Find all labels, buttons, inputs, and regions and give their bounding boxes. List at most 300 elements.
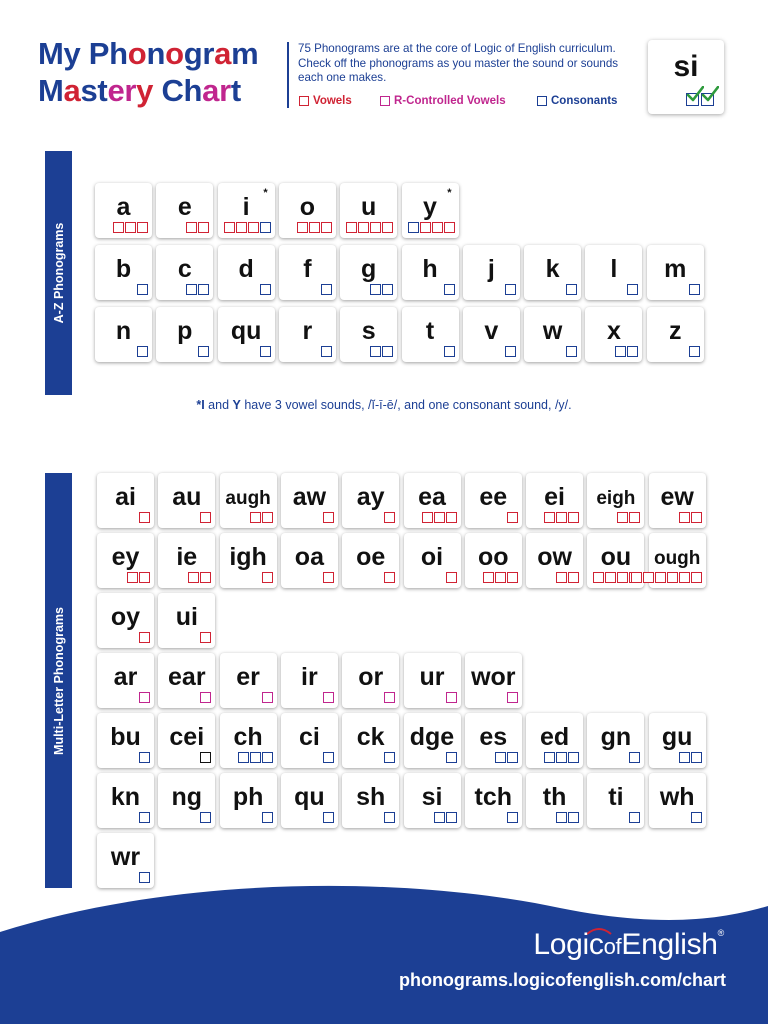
sound-checkbox[interactable] xyxy=(446,752,457,763)
phonogram-letters: s xyxy=(361,317,376,345)
legend-vowels xyxy=(299,95,352,107)
phonogram-letters: h xyxy=(422,255,438,283)
sound-checkbox[interactable] xyxy=(605,572,616,583)
sound-checkboxes xyxy=(323,812,334,823)
sound-checkbox[interactable] xyxy=(188,572,199,583)
phonogram-card xyxy=(156,245,213,300)
sound-checkbox[interactable] xyxy=(655,572,666,583)
title-segment: t xyxy=(230,73,241,108)
phonogram-card xyxy=(342,653,399,708)
sound-checkbox[interactable] xyxy=(615,346,626,357)
example-checked-box[interactable] xyxy=(686,93,699,106)
phonogram-card xyxy=(465,773,522,828)
sound-checkbox[interactable] xyxy=(679,512,690,523)
sound-checkbox[interactable] xyxy=(250,752,261,763)
legend-consonants-label: Consonants xyxy=(551,95,618,107)
phonogram-card xyxy=(465,713,522,768)
sound-checkboxes xyxy=(321,284,332,295)
phonogram-card xyxy=(649,473,706,528)
phonogram-card xyxy=(404,473,461,528)
sound-checkbox[interactable] xyxy=(139,752,150,763)
sound-checkbox[interactable] xyxy=(139,692,150,703)
logo-of: of xyxy=(603,934,622,959)
phonogram-card xyxy=(97,773,154,828)
phonogram-card xyxy=(156,183,213,238)
phonogram-card xyxy=(97,593,154,648)
phonogram-letters: oa xyxy=(294,543,324,571)
sound-checkbox[interactable] xyxy=(382,284,393,295)
sound-checkboxes xyxy=(200,512,211,523)
sound-checkboxes xyxy=(139,632,150,643)
sound-checkbox[interactable] xyxy=(556,512,567,523)
sound-checkbox[interactable] xyxy=(137,284,148,295)
phonogram-letters: z xyxy=(668,317,682,345)
phonogram-letters: oe xyxy=(356,543,386,571)
phonogram-card xyxy=(281,773,338,828)
sound-checkbox[interactable] xyxy=(323,692,334,703)
sound-checkbox[interactable] xyxy=(262,812,273,823)
sound-checkboxes xyxy=(689,346,700,357)
sound-checkboxes xyxy=(139,752,150,763)
phonogram-letters: p xyxy=(177,317,193,345)
sound-checkbox[interactable] xyxy=(384,692,395,703)
sound-checkbox[interactable] xyxy=(321,284,332,295)
sound-checkbox[interactable] xyxy=(198,222,209,233)
sound-checkbox[interactable] xyxy=(198,284,209,295)
sound-checkbox[interactable] xyxy=(260,346,271,357)
phonogram-letters: qu xyxy=(230,317,262,345)
sound-checkbox[interactable] xyxy=(691,812,702,823)
sound-checkboxes xyxy=(323,692,334,703)
sound-checkboxes xyxy=(495,752,518,763)
phonogram-card xyxy=(526,533,583,588)
sound-checkbox[interactable] xyxy=(495,752,506,763)
phonogram-letters: oo xyxy=(478,543,509,571)
phonogram-card xyxy=(97,653,154,708)
sound-checkbox[interactable] xyxy=(556,752,567,763)
sound-checkbox[interactable] xyxy=(200,572,211,583)
sound-checkboxes xyxy=(370,284,393,295)
phonogram-letters: k xyxy=(545,255,560,283)
phonogram-letters: ee xyxy=(479,483,508,511)
intro-text: 75 Phonograms are at the core of Logic of English curriculum. Check off the phonograms as you master the sound or sounds each one makes. xyxy=(298,42,619,84)
phonogram-card xyxy=(279,245,336,300)
logo-logic: Logic xyxy=(533,928,604,961)
phonogram-card xyxy=(95,307,152,362)
sound-checkboxes xyxy=(198,346,209,357)
sound-checkbox[interactable] xyxy=(370,346,381,357)
sound-checkbox[interactable] xyxy=(321,222,332,233)
sound-checkbox[interactable] xyxy=(505,346,516,357)
sound-checkbox[interactable] xyxy=(689,346,700,357)
sound-checkboxes xyxy=(505,346,516,357)
title-segment: Ph xyxy=(88,36,128,71)
sound-checkboxes xyxy=(323,752,334,763)
sound-checkbox[interactable] xyxy=(200,632,211,643)
phonogram-letters: o xyxy=(299,193,316,221)
sound-checkbox[interactable] xyxy=(495,572,506,583)
sound-checkboxes xyxy=(186,284,209,295)
sound-checkbox[interactable] xyxy=(127,572,138,583)
sound-checkboxes xyxy=(323,512,334,523)
sound-checkbox[interactable] xyxy=(444,346,455,357)
sound-checkboxes xyxy=(629,752,640,763)
sound-checkboxes xyxy=(507,692,518,703)
phonogram-letters: aw xyxy=(292,483,327,511)
sound-checkbox[interactable] xyxy=(631,572,642,583)
phonogram-card xyxy=(158,713,215,768)
phonogram-letters: m xyxy=(664,255,687,283)
sound-checkboxes xyxy=(297,222,332,233)
sound-checkbox[interactable] xyxy=(113,222,124,233)
sound-checkbox[interactable] xyxy=(384,572,395,583)
sound-checkboxes xyxy=(262,812,273,823)
phonogram-letters: ear xyxy=(168,663,206,691)
phonogram-letters: eigh xyxy=(596,488,636,509)
phonogram-card xyxy=(218,183,275,238)
phonogram-card xyxy=(95,245,152,300)
phonogram-card xyxy=(404,533,461,588)
sound-checkbox[interactable] xyxy=(323,752,334,763)
legend-r-controlled xyxy=(380,95,506,107)
sound-checkboxes xyxy=(262,572,273,583)
sound-checkbox[interactable] xyxy=(200,812,211,823)
phonogram-letters: qu xyxy=(294,783,325,811)
sound-checkbox[interactable] xyxy=(422,512,433,523)
sound-checkboxes xyxy=(434,812,457,823)
sound-checkbox[interactable] xyxy=(260,284,271,295)
footnote-rest: have 3 vowel sounds, /ĭ-ī-ē/, and one consonant sound, /y/. xyxy=(240,398,572,412)
sound-checkbox[interactable] xyxy=(444,284,455,295)
sound-checkbox[interactable] xyxy=(139,632,150,643)
sound-checkbox[interactable] xyxy=(137,346,148,357)
phonogram-letters: ur xyxy=(419,663,445,691)
legend-consonants-box xyxy=(537,96,547,106)
phonogram-card xyxy=(647,307,704,362)
phonogram-card xyxy=(524,245,581,300)
sound-checkbox[interactable] xyxy=(617,572,628,583)
footnote-y: Y xyxy=(232,398,241,412)
phonogram-letters: ea xyxy=(418,483,446,511)
sound-checkbox[interactable] xyxy=(382,222,393,233)
sound-checkbox[interactable] xyxy=(358,222,369,233)
sound-checkbox[interactable] xyxy=(309,222,320,233)
title-segment: M xyxy=(38,73,64,108)
phonogram-letters: ci xyxy=(298,723,320,751)
sound-checkboxes xyxy=(446,572,457,583)
phonogram-card xyxy=(404,773,461,828)
sound-checkbox[interactable] xyxy=(446,512,457,523)
sound-checkbox[interactable] xyxy=(434,512,445,523)
phonogram-letters: au xyxy=(172,483,202,511)
sound-checkboxes xyxy=(507,812,518,823)
sound-checkbox[interactable] xyxy=(691,572,702,583)
phonogram-card xyxy=(587,473,644,528)
header-divider xyxy=(287,42,289,108)
sound-checkbox[interactable] xyxy=(444,222,455,233)
sound-checkboxes xyxy=(627,284,638,295)
phonogram-letters: t xyxy=(425,317,435,345)
sound-checkbox[interactable] xyxy=(384,752,395,763)
sound-checkbox[interactable] xyxy=(382,346,393,357)
phonogram-card xyxy=(218,307,275,362)
phonogram-card xyxy=(220,473,277,528)
sound-checkbox[interactable] xyxy=(323,812,334,823)
phonogram-card xyxy=(220,653,277,708)
sound-checkbox[interactable] xyxy=(667,572,678,583)
sound-checkbox[interactable] xyxy=(627,284,638,295)
sound-checkbox[interactable] xyxy=(321,346,332,357)
legend-vowels-box xyxy=(299,96,309,106)
phonogram-letters: es xyxy=(479,723,508,751)
legend-r-controlled-box xyxy=(380,96,390,106)
title-segment: st xyxy=(80,73,108,108)
phonogram-card xyxy=(649,533,706,588)
sound-checkbox[interactable] xyxy=(507,692,518,703)
sound-checkbox[interactable] xyxy=(262,692,273,703)
sound-checkbox[interactable] xyxy=(507,572,518,583)
sound-checkbox[interactable] xyxy=(420,222,431,233)
sound-checkbox[interactable] xyxy=(544,752,555,763)
phonogram-letters: e xyxy=(177,193,192,221)
phonogram-card xyxy=(526,473,583,528)
sound-checkboxes xyxy=(321,346,332,357)
sound-checkbox[interactable] xyxy=(691,752,702,763)
phonogram-letters: ck xyxy=(356,723,385,751)
phonogram-card xyxy=(342,773,399,828)
logo-english: English xyxy=(621,928,718,961)
sound-checkbox[interactable] xyxy=(446,572,457,583)
sound-checkbox[interactable] xyxy=(568,752,579,763)
sound-checkbox[interactable] xyxy=(238,752,249,763)
sound-checkbox[interactable] xyxy=(627,346,638,357)
sound-checkbox[interactable] xyxy=(643,572,654,583)
sound-checkboxes xyxy=(505,284,516,295)
sound-checkboxes xyxy=(262,692,273,703)
sound-checkbox[interactable] xyxy=(617,512,628,523)
sound-checkboxes xyxy=(629,812,640,823)
sound-checkbox[interactable] xyxy=(507,812,518,823)
sound-checkbox[interactable] xyxy=(568,512,579,523)
sound-checkboxes xyxy=(544,512,579,523)
footnote-asterisk: * xyxy=(447,187,452,199)
sound-checkbox[interactable] xyxy=(384,512,395,523)
sound-checkbox[interactable] xyxy=(505,284,516,295)
phonogram-letters: oi xyxy=(420,543,444,571)
phonogram-card xyxy=(156,307,213,362)
sound-checkbox[interactable] xyxy=(198,346,209,357)
sound-checkbox[interactable] xyxy=(323,512,334,523)
sound-checkboxes xyxy=(139,692,150,703)
sound-checkboxes xyxy=(188,572,211,583)
sound-checkbox[interactable] xyxy=(248,222,259,233)
phonogram-letters: or xyxy=(358,663,384,691)
phonogram-letters: ar xyxy=(113,663,138,691)
sound-checkbox[interactable] xyxy=(384,812,395,823)
phonogram-letters: ai xyxy=(115,483,136,511)
multi-section-label: Multi-Letter Phonograms xyxy=(51,606,66,755)
sound-checkboxes xyxy=(200,692,211,703)
sound-checkboxes xyxy=(507,512,518,523)
footnote-and: and xyxy=(204,398,233,412)
sound-checkbox[interactable] xyxy=(544,512,555,523)
sound-checkboxes xyxy=(200,812,211,823)
sound-checkbox[interactable] xyxy=(139,512,150,523)
phonogram-letters: c xyxy=(177,255,192,283)
sound-checkboxes xyxy=(323,572,334,583)
title-segment: a xyxy=(214,36,232,71)
sound-checkbox[interactable] xyxy=(483,572,494,583)
sound-checkbox[interactable] xyxy=(262,512,273,523)
phonogram-card xyxy=(465,473,522,528)
sound-checkboxes xyxy=(224,222,271,233)
phonogram-card xyxy=(402,245,459,300)
title-segment: a xyxy=(63,73,81,108)
sound-checkboxes xyxy=(615,346,638,357)
sound-checkbox[interactable] xyxy=(260,222,271,233)
sound-checkbox[interactable] xyxy=(566,284,577,295)
phonogram-card xyxy=(281,533,338,588)
sound-checkboxes xyxy=(679,752,702,763)
sound-checkboxes xyxy=(346,222,393,233)
example-card-letters: si xyxy=(673,50,699,83)
sound-checkbox[interactable] xyxy=(186,284,197,295)
sound-checkbox[interactable] xyxy=(250,512,261,523)
phonogram-card xyxy=(587,713,644,768)
sound-checkboxes xyxy=(691,812,702,823)
phonogram-letters: bu xyxy=(110,723,141,751)
sound-checkbox[interactable] xyxy=(432,222,443,233)
sound-checkboxes xyxy=(186,222,209,233)
sound-checkbox[interactable] xyxy=(568,572,579,583)
sound-checkbox[interactable] xyxy=(556,812,567,823)
az-section-label: A-Z Phonograms xyxy=(51,222,66,324)
phonogram-letters: th xyxy=(542,783,567,811)
sound-checkboxes xyxy=(422,512,457,523)
sound-checkbox[interactable] xyxy=(446,812,457,823)
sound-checkbox[interactable] xyxy=(679,752,690,763)
sound-checkbox[interactable] xyxy=(446,692,457,703)
sound-checkbox[interactable] xyxy=(679,572,690,583)
phonogram-letters: ey xyxy=(111,543,140,571)
phonogram-card xyxy=(524,307,581,362)
sound-checkboxes xyxy=(566,284,577,295)
title-segment: ar xyxy=(202,73,231,108)
page-title-line-2 xyxy=(38,73,241,109)
sound-checkbox[interactable] xyxy=(593,572,604,583)
sound-checkbox[interactable] xyxy=(556,572,567,583)
sound-checkbox[interactable] xyxy=(507,512,518,523)
sound-checkbox[interactable] xyxy=(568,812,579,823)
phonogram-card xyxy=(281,653,338,708)
checkmark-icon xyxy=(701,86,719,104)
phonogram-card xyxy=(279,307,336,362)
sound-checkbox[interactable] xyxy=(346,222,357,233)
sound-checkboxes xyxy=(689,284,700,295)
sound-checkboxes xyxy=(260,284,271,295)
phonogram-card xyxy=(158,533,215,588)
sound-checkbox[interactable] xyxy=(125,222,136,233)
phonogram-letters: j xyxy=(487,255,495,283)
example-card-boxes xyxy=(686,93,714,106)
sound-checkboxes xyxy=(137,284,148,295)
phonogram-card xyxy=(649,773,706,828)
sound-checkbox[interactable] xyxy=(323,572,334,583)
phonogram-card xyxy=(465,533,522,588)
sound-checkbox[interactable] xyxy=(629,812,640,823)
sound-checkbox[interactable] xyxy=(186,222,197,233)
sound-checkbox[interactable] xyxy=(408,222,419,233)
sound-checkbox[interactable] xyxy=(689,284,700,295)
sound-checkbox[interactable] xyxy=(262,572,273,583)
title-segment: y xyxy=(136,73,154,108)
phonogram-letters: ti xyxy=(608,783,624,811)
phonogram-card xyxy=(463,307,520,362)
phonogram-letters: ed xyxy=(540,723,570,751)
phonogram-letters: ay xyxy=(356,483,385,511)
phonogram-card xyxy=(402,183,459,238)
phonogram-letters: i xyxy=(242,193,250,221)
sound-checkbox[interactable] xyxy=(200,752,211,763)
phonogram-card xyxy=(649,713,706,768)
phonogram-letters: wh xyxy=(659,783,695,811)
sound-checkbox[interactable] xyxy=(691,512,702,523)
phonogram-letters: b xyxy=(115,255,132,283)
multi-section-bar xyxy=(45,473,72,888)
phonogram-card xyxy=(526,713,583,768)
sound-checkbox[interactable] xyxy=(224,222,235,233)
phonogram-letters: oy xyxy=(110,603,141,631)
sound-checkboxes xyxy=(408,222,455,233)
sound-checkbox[interactable] xyxy=(370,284,381,295)
sound-checkbox[interactable] xyxy=(629,512,640,523)
sound-checkboxes xyxy=(139,812,150,823)
sound-checkboxes xyxy=(556,812,579,823)
phonogram-letters: gu xyxy=(661,723,693,751)
sound-checkbox[interactable] xyxy=(566,346,577,357)
title-segment: o xyxy=(127,36,147,71)
sound-checkboxes xyxy=(444,284,455,295)
phonogram-letters: ph xyxy=(232,783,264,811)
sound-checkbox[interactable] xyxy=(262,752,273,763)
sound-checkbox[interactable] xyxy=(137,222,148,233)
sound-checkbox[interactable] xyxy=(507,752,518,763)
example-checked-box[interactable] xyxy=(701,93,714,106)
sound-checkbox[interactable] xyxy=(200,692,211,703)
sound-checkbox[interactable] xyxy=(236,222,247,233)
sound-checkbox[interactable] xyxy=(139,572,150,583)
sound-checkbox[interactable] xyxy=(200,512,211,523)
phonogram-letters: er xyxy=(236,663,260,691)
sound-checkboxes xyxy=(137,346,148,357)
phonogram-letters: si xyxy=(421,783,443,811)
sound-checkboxes xyxy=(238,752,273,763)
phonogram-letters: r xyxy=(302,317,313,345)
footer-url[interactable]: phonograms.logicofenglish.com/chart xyxy=(398,970,726,990)
phonogram-card xyxy=(404,653,461,708)
title-segment: gr xyxy=(183,36,215,71)
sound-checkbox[interactable] xyxy=(434,812,445,823)
sound-checkbox[interactable] xyxy=(139,812,150,823)
sound-checkbox[interactable] xyxy=(297,222,308,233)
phonogram-letters: g xyxy=(361,255,377,283)
sound-checkboxes xyxy=(444,346,455,357)
phonogram-card xyxy=(647,245,704,300)
phonogram-card xyxy=(158,593,215,648)
sound-checkbox[interactable] xyxy=(370,222,381,233)
sound-checkbox[interactable] xyxy=(629,752,640,763)
legend-consonants xyxy=(537,95,617,107)
